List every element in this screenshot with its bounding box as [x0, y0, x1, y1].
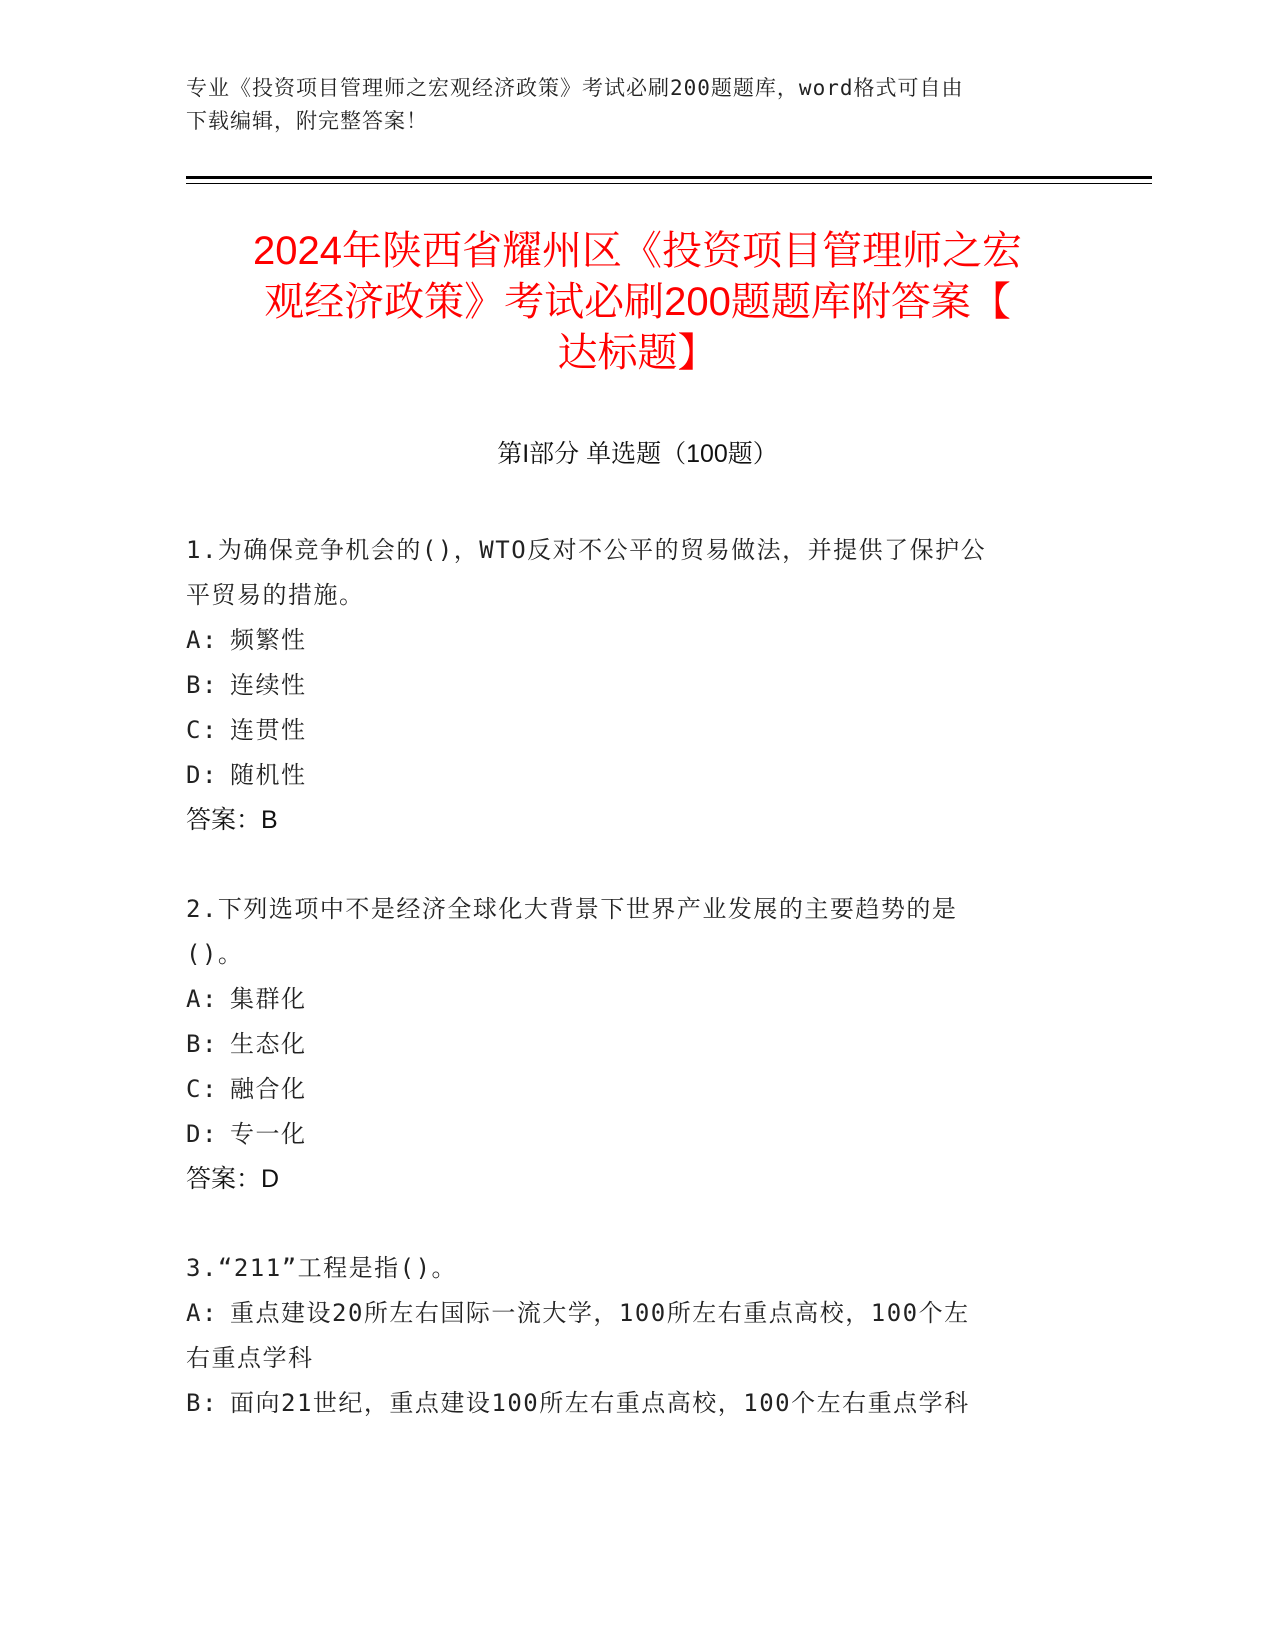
- option-label: B:: [186, 1030, 218, 1058]
- option-c: [186, 708, 1086, 753]
- header-note: [186, 72, 1086, 138]
- option-label: D:: [186, 761, 218, 789]
- option-c: [186, 1067, 1086, 1112]
- question-item: [186, 528, 1086, 843]
- option-d: [186, 753, 1086, 798]
- question-list: [186, 528, 1086, 1470]
- section-title: 第I部分 单选题（100题）: [497, 440, 778, 468]
- option-a: [186, 618, 1086, 663]
- option-a-continued: 右重点学科: [186, 1344, 314, 1372]
- title-line: 观经济政策》考试必刷200题题库附答案【: [264, 280, 1011, 324]
- option-text: 频繁性: [230, 626, 307, 654]
- option-text: 生态化: [230, 1030, 307, 1058]
- option-label: A:: [186, 1299, 218, 1327]
- option-a: [186, 1291, 1086, 1336]
- option-b: [186, 663, 1086, 708]
- option-text: 重点建设20所左右国际一流大学，100所左右重点高校，100个左: [230, 1299, 970, 1327]
- header-divider-thin: [186, 183, 1152, 184]
- option-d: [186, 1112, 1086, 1157]
- option-label: B:: [186, 671, 218, 699]
- option-b: [186, 1381, 1086, 1426]
- question-stem: 平贸易的措施。: [186, 581, 365, 609]
- question-item: [186, 1246, 1086, 1426]
- option-label: A:: [186, 626, 218, 654]
- option-label: D:: [186, 1120, 218, 1148]
- option-text: 连贯性: [230, 716, 307, 744]
- question-stem: 2.下列选项中不是经济全球化大背景下世界产业发展的主要趋势的是: [186, 895, 958, 923]
- header-note-line: 专业《投资项目管理师之宏观经济政策》考试必刷200题题库，word格式可自由: [186, 76, 964, 100]
- title-line: 2024年陕西省耀州区《投资项目管理师之宏: [253, 229, 1022, 273]
- option-text: 专一化: [230, 1120, 307, 1148]
- option-label: C:: [186, 1075, 218, 1103]
- question-stem: 1.为确保竞争机会的()，WTO反对不公平的贸易做法，并提供了保护公: [186, 536, 987, 564]
- option-b: [186, 1022, 1086, 1067]
- option-text: 融合化: [230, 1075, 307, 1103]
- option-label: A:: [186, 985, 218, 1013]
- answer-line: 答案：B: [186, 806, 278, 834]
- title-line: 达标题】: [557, 331, 718, 375]
- option-text: 随机性: [230, 761, 307, 789]
- option-text: 面向21世纪，重点建设100所左右重点高校，100个左右重点学科: [230, 1389, 970, 1417]
- question-stem: 3.“211”工程是指()。: [186, 1254, 458, 1282]
- document-title: [150, 226, 1125, 379]
- option-label: C:: [186, 716, 218, 744]
- question-stem: ()。: [186, 940, 244, 968]
- header-divider-thick: [186, 176, 1152, 179]
- header-note-line: 下载编辑，附完整答案！: [186, 109, 428, 133]
- option-text: 集群化: [230, 985, 307, 1013]
- option-a: [186, 977, 1086, 1022]
- option-label: B:: [186, 1389, 218, 1417]
- answer-line: 答案：D: [186, 1165, 280, 1193]
- option-text: 连续性: [230, 671, 307, 699]
- question-item: [186, 887, 1086, 1202]
